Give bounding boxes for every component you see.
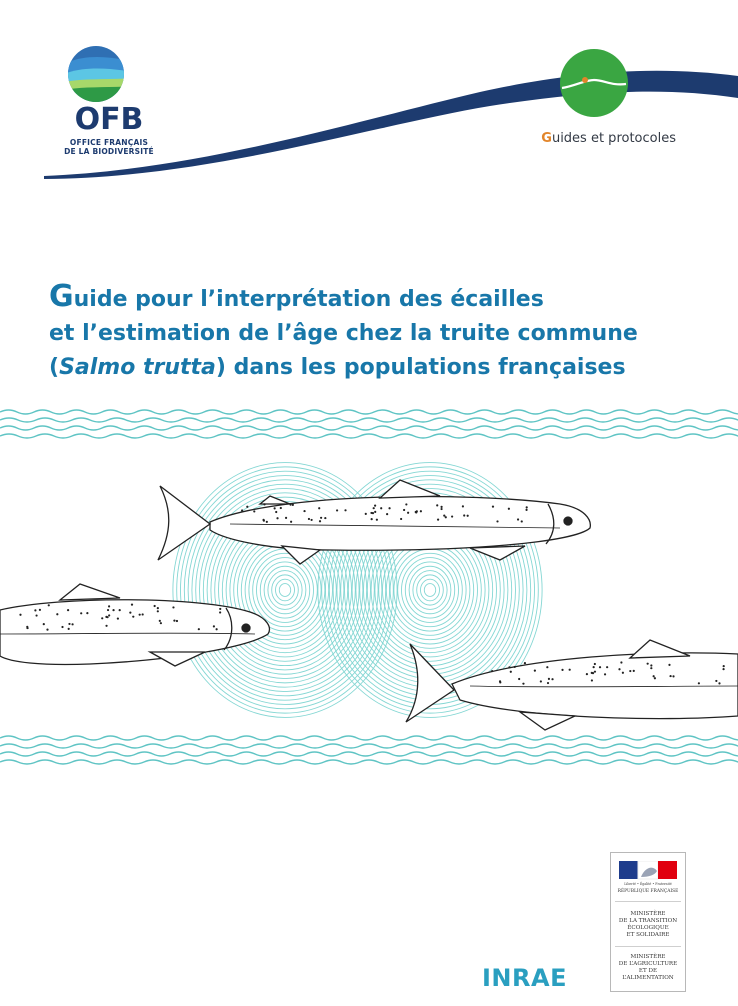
fish-spot <box>591 672 593 674</box>
fish-spot <box>344 509 346 511</box>
fish-spot <box>370 512 372 514</box>
fish-spot <box>108 605 110 607</box>
fish-spot <box>546 666 548 668</box>
fish-spot <box>108 614 110 616</box>
fish-spot <box>440 506 442 508</box>
ministry-agriculture <box>611 954 685 982</box>
fish-spot <box>722 668 724 670</box>
fish-spot <box>650 667 652 669</box>
fish-spot <box>310 519 312 521</box>
fish-spot <box>400 518 402 520</box>
trout-left <box>0 584 269 666</box>
fish-spot <box>522 683 524 685</box>
scale-ring <box>402 558 459 623</box>
fish-spot <box>213 625 215 627</box>
fish-spot <box>672 675 674 677</box>
fish-spot <box>26 627 28 629</box>
fish-spot <box>80 612 82 614</box>
ministry-ecology-line: ÉCOLOGIQUE <box>627 925 669 931</box>
scale-ring <box>276 579 295 601</box>
trout-lower-right <box>406 640 738 730</box>
title-line-1 <box>49 280 689 317</box>
scale-ring <box>386 540 473 639</box>
fish-spot <box>445 516 447 518</box>
fish-spot <box>467 515 469 517</box>
fish-spot <box>525 509 527 511</box>
fish-spot <box>540 680 542 682</box>
wave-line <box>0 426 738 430</box>
fish-spot <box>105 625 107 627</box>
fish-spot <box>405 503 407 505</box>
fish-spot <box>241 509 243 511</box>
wave-line <box>0 760 738 764</box>
trout-illustration <box>0 400 738 770</box>
fish-spot <box>415 511 417 513</box>
ministry-ecology-line: MINISTÈRE <box>630 911 666 917</box>
fish-spot <box>371 518 373 520</box>
ministry-agri-line: DE L’AGRICULTURE <box>618 961 678 967</box>
fish-spot <box>303 510 305 512</box>
title-line-2: et l’estimation de l’âge chez la truite commune <box>49 321 638 346</box>
ministry-divider <box>615 946 681 947</box>
scale-ring <box>390 545 470 636</box>
fish-spot <box>117 617 119 619</box>
fish-spot <box>650 664 652 666</box>
fish-spot <box>518 678 520 680</box>
fish-spot <box>324 517 326 519</box>
wave-line <box>0 744 738 748</box>
fish-spot <box>86 612 88 614</box>
fish-spot <box>698 682 700 684</box>
fish-spot <box>451 515 453 517</box>
scale-ring <box>257 558 314 623</box>
fish-spot <box>308 518 310 520</box>
fish-spot <box>112 609 114 611</box>
fish-spot <box>132 616 134 618</box>
ministry-divider <box>615 901 681 902</box>
fish-spot <box>618 668 620 670</box>
ministry-agri-line: ET DE <box>638 968 658 974</box>
fish-spot <box>594 663 596 665</box>
fish-spot <box>318 507 320 509</box>
scale-ring <box>394 549 466 631</box>
fish-spot <box>68 623 70 625</box>
fish-spot <box>285 517 287 519</box>
title-first-letter: G <box>49 279 74 314</box>
fish-spot <box>374 505 376 507</box>
fish-spot <box>388 507 390 509</box>
scale-ring <box>264 566 306 614</box>
fish-spot <box>548 678 550 680</box>
fish-spot <box>67 609 69 611</box>
document-title <box>49 280 689 385</box>
fish-spot <box>105 616 107 618</box>
fish-spot <box>629 670 631 672</box>
fish-spot <box>129 611 131 613</box>
title-line1-rest: uide pour l’interprétation des écailles <box>73 287 544 312</box>
fish-spot <box>436 504 438 506</box>
fish-spot <box>61 626 63 628</box>
fish-spot <box>440 508 442 510</box>
fish-spot <box>374 511 376 513</box>
fish-spot <box>715 680 717 682</box>
fish-spot <box>521 520 523 522</box>
wave-line <box>0 434 738 438</box>
fish-spot <box>718 682 720 684</box>
fish-spot <box>19 614 21 616</box>
fish-spot <box>176 620 178 622</box>
fish-spot <box>594 671 596 673</box>
fish-spot <box>43 623 45 625</box>
fish-spot <box>386 513 388 515</box>
fish-spot <box>263 503 265 505</box>
fish-spot <box>373 507 375 509</box>
title-species: Salmo trutta <box>59 355 216 380</box>
wave-line <box>0 736 738 740</box>
fish-spot <box>526 506 528 508</box>
fish-spot <box>157 610 159 612</box>
fish-spot <box>547 682 549 684</box>
ofb-emblem-icon <box>54 44 164 104</box>
fish-spot <box>172 606 174 608</box>
scale-ring <box>253 553 318 626</box>
fish-spot <box>246 506 248 508</box>
fish-spot <box>620 661 622 663</box>
ministry-agri-line: MINISTÈRE <box>630 954 666 960</box>
fish-spot <box>653 675 655 677</box>
fish-spot <box>669 675 671 677</box>
fish-spot <box>266 521 268 523</box>
scale-ring <box>409 566 451 614</box>
ofb-subtitle-line2: DE LA BIODIVERSITÉ <box>64 147 154 156</box>
fish-spot <box>508 666 510 668</box>
fish-spot <box>280 507 282 509</box>
fish-spot <box>420 510 422 512</box>
fish-spot <box>647 663 649 665</box>
fish-spot <box>524 662 526 664</box>
fish-spot <box>491 670 493 672</box>
fish-spot <box>561 669 563 671</box>
fish-spot <box>376 519 378 521</box>
fish-spot <box>139 614 141 616</box>
fish-spot <box>593 666 595 668</box>
title-paren-open: ( <box>49 355 60 380</box>
fish-spot <box>654 677 656 679</box>
republic-label: RÉPUBLIQUE FRANÇAISE <box>617 889 679 894</box>
fish-spot <box>71 623 73 625</box>
fish-spot <box>107 609 109 611</box>
fish-spot <box>508 508 510 510</box>
wave-lines-bottom <box>0 736 738 764</box>
fish-spot <box>534 670 536 672</box>
fish-spot <box>154 605 156 607</box>
fish-spot <box>68 628 70 630</box>
fish-spot <box>290 504 292 506</box>
fish-spot <box>591 679 593 681</box>
scale-ring <box>398 553 463 626</box>
ministry-agri-line: L’ALIMENTATION <box>622 975 674 981</box>
fish-spot <box>365 513 367 515</box>
fish-spot <box>34 609 36 611</box>
marianne-flag-icon <box>619 861 677 887</box>
fish-spot <box>119 609 121 611</box>
title-line3-rest: ) dans les populations françaises <box>215 355 626 380</box>
fish-spot <box>46 629 48 631</box>
fish-spot <box>159 620 161 622</box>
fish-spot <box>216 628 218 630</box>
fish-spot <box>599 666 601 668</box>
fish-spot <box>160 622 162 624</box>
fish-spot <box>443 515 445 517</box>
fish-spot <box>219 611 221 613</box>
ofb-acronym: OFB <box>74 102 144 137</box>
fish-spot <box>336 509 338 511</box>
fish-spot <box>253 510 255 512</box>
fish-spot <box>131 604 133 606</box>
scale-ring <box>421 579 440 601</box>
fish-spot <box>604 673 606 675</box>
wave-line <box>0 410 738 414</box>
fish-spot <box>142 613 144 615</box>
fish-spot <box>276 517 278 519</box>
ministry-ecology-line: ET SOLIDAIRE <box>626 932 670 938</box>
series-rest: uides et protocoles <box>551 131 676 146</box>
scale-ring <box>279 584 290 597</box>
fish-spot <box>633 670 635 672</box>
fish-spot <box>157 607 159 609</box>
fish-spot <box>275 511 277 513</box>
fish-spot <box>219 608 221 610</box>
fish-spot <box>586 673 588 675</box>
scale-ring <box>413 571 447 610</box>
ministry-ecology <box>611 911 685 939</box>
ministry-logo-box <box>610 852 686 992</box>
fish-spot <box>622 672 624 674</box>
ofb-subtitle-line1: OFFICE FRANÇAIS <box>69 138 149 147</box>
fish-spot <box>569 669 571 671</box>
fish-spot <box>510 671 512 673</box>
series-first-letter: G <box>541 131 552 146</box>
wave-lines-top <box>0 410 738 438</box>
fish-spot <box>290 521 292 523</box>
fish-spot <box>496 520 498 522</box>
fish-spot <box>492 506 494 508</box>
fish-spot <box>320 517 322 519</box>
inrae-logo: INRAE <box>482 964 567 992</box>
series-label <box>541 131 676 146</box>
wave-line <box>0 418 738 422</box>
fish-spot <box>463 514 465 516</box>
svg-text:Liberté • Égalité • Fraternité: Liberté • Égalité • Fraternité <box>624 882 672 886</box>
fish-spot <box>723 665 725 667</box>
ministry-ecology-line: DE LA TRANSITION <box>618 918 678 924</box>
fish-spot <box>380 507 382 509</box>
fish-spot <box>606 666 608 668</box>
fish-spot <box>407 512 409 514</box>
fish-spot <box>101 617 103 619</box>
fish-spot <box>551 678 553 680</box>
fish-spot <box>173 620 175 622</box>
fish-spot <box>263 520 265 522</box>
fish-spot <box>319 520 321 522</box>
wave-line <box>0 752 738 756</box>
fish-spot <box>514 666 516 668</box>
fish-spot <box>668 664 670 666</box>
fish-spot <box>56 613 58 615</box>
scale-ring <box>424 584 435 597</box>
fish-spot <box>517 518 519 520</box>
fish-spot <box>274 507 276 509</box>
fish-spot <box>35 614 37 616</box>
ofb-logo <box>54 44 164 168</box>
fish-spot <box>437 519 439 521</box>
fish-spot <box>39 609 41 611</box>
scale-ring <box>268 571 302 610</box>
title-line-3 <box>49 351 689 385</box>
fish-spot <box>462 505 464 507</box>
fish-spot <box>403 509 405 511</box>
fish-spot <box>48 604 50 606</box>
fish-spot <box>292 504 294 506</box>
fish-spot <box>499 681 501 683</box>
fish-spot <box>198 628 200 630</box>
